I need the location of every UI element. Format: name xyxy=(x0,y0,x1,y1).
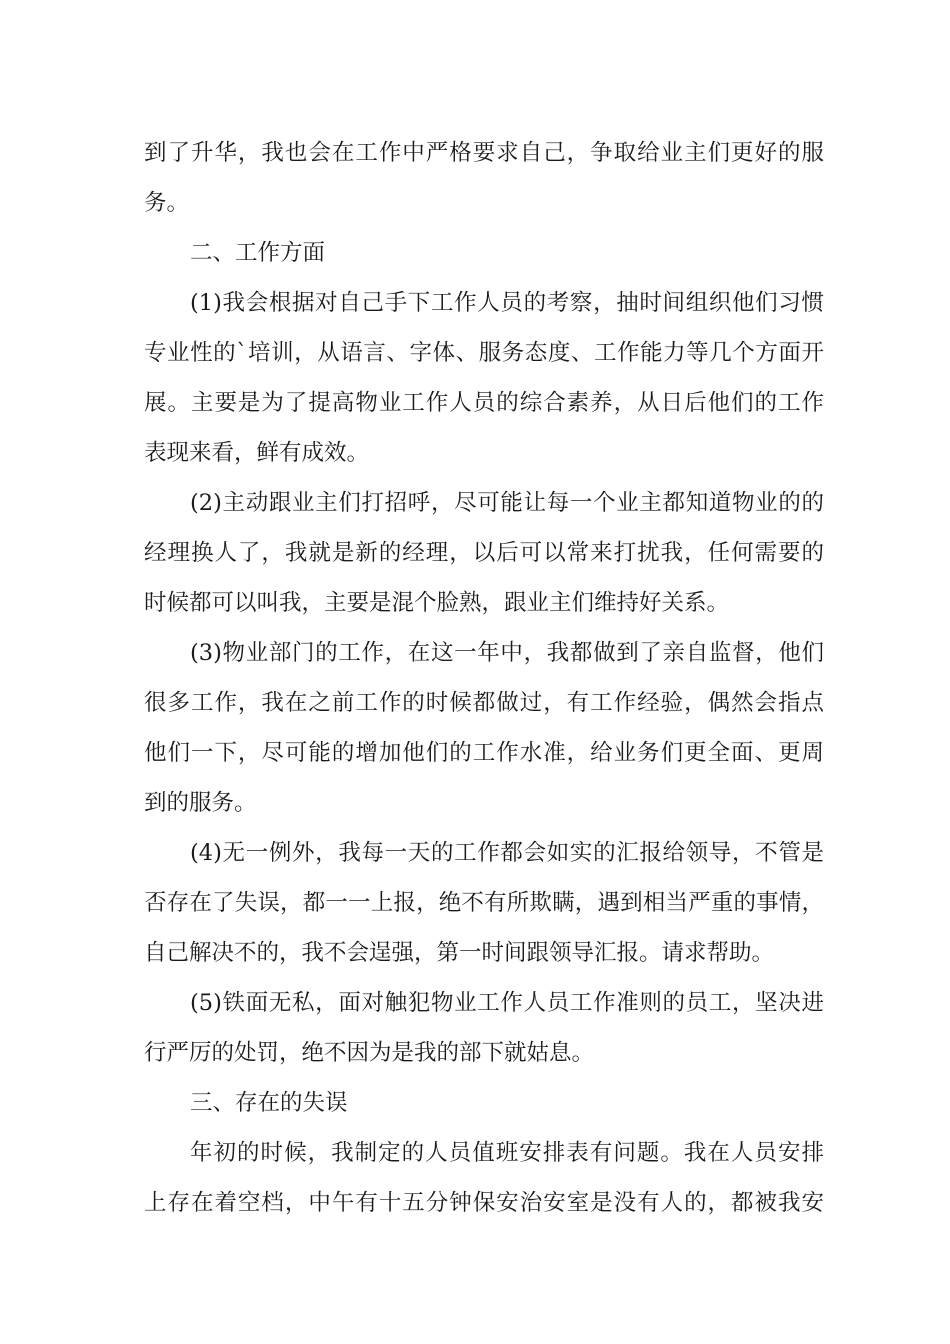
paragraph-line: (4)无一例外，我每一天的工作都会如实的汇报给领导，不管是 xyxy=(190,840,824,866)
paragraph-line: 很多工作，我在之前工作的时候都做过，有工作经验，偶然会指点 xyxy=(144,690,824,716)
paragraph-line: 时候都可以叫我，主要是混个脸熟，跟业主们维持好关系。 xyxy=(144,590,730,616)
paragraph-line: 务。 xyxy=(144,190,190,216)
paragraph-line: 自己解决不的，我不会逞强，第一时间跟领导汇报。请求帮助。 xyxy=(144,940,775,966)
paragraph-line: (5)铁面无私，面对触犯物业工作人员工作准则的员工，坚决进 xyxy=(190,990,824,1016)
paragraph-line: 否存在了失误，都一一上报，绝不有所欺瞒，遇到相当严重的事情， xyxy=(144,890,824,916)
paragraph-line: (2)主动跟业主们打招呼，尽可能让每一个业主都知道物业的的 xyxy=(190,490,824,516)
section-heading: 二、工作方面 xyxy=(190,240,326,266)
paragraph-line: 他们一下，尽可能的增加他们的工作水准，给业务们更全面、更周 xyxy=(144,740,824,766)
paragraph-line: 上存在着空档，中午有十五分钟保安治安室是没有人的，都被我安 xyxy=(144,1190,824,1216)
paragraph-line: 展。主要是为了提高物业工作人员的综合素养，从日后他们的工作 xyxy=(144,390,824,416)
paragraph-line: 专业性的`培训，从语言、字体、服务态度、工作能力等几个方面开 xyxy=(144,340,824,366)
paragraph-line: 表现来看，鲜有成效。 xyxy=(144,440,370,466)
paragraph-line: (3)物业部门的工作，在这一年中，我都做到了亲自监督，他们 xyxy=(190,640,824,666)
paragraph-line: 到的服务。 xyxy=(144,790,257,816)
paragraph-line: 年初的时候，我制定的人员值班安排表有问题。我在人员安排 xyxy=(190,1140,824,1166)
paragraph-line: (1)我会根据对自己手下工作人员的考察，抽时间组织他们习惯 xyxy=(190,290,824,316)
paragraph-line: 经理换人了，我就是新的经理，以后可以常来打扰我，任何需要的 xyxy=(144,540,824,566)
paragraph-line: 行严厉的处罚，绝不因为是我的部下就姑息。 xyxy=(144,1040,595,1066)
paragraph-line: 到了升华，我也会在工作中严格要求自己，争取给业主们更好的服 xyxy=(144,140,824,166)
section-heading: 三、存在的失误 xyxy=(190,1090,348,1116)
